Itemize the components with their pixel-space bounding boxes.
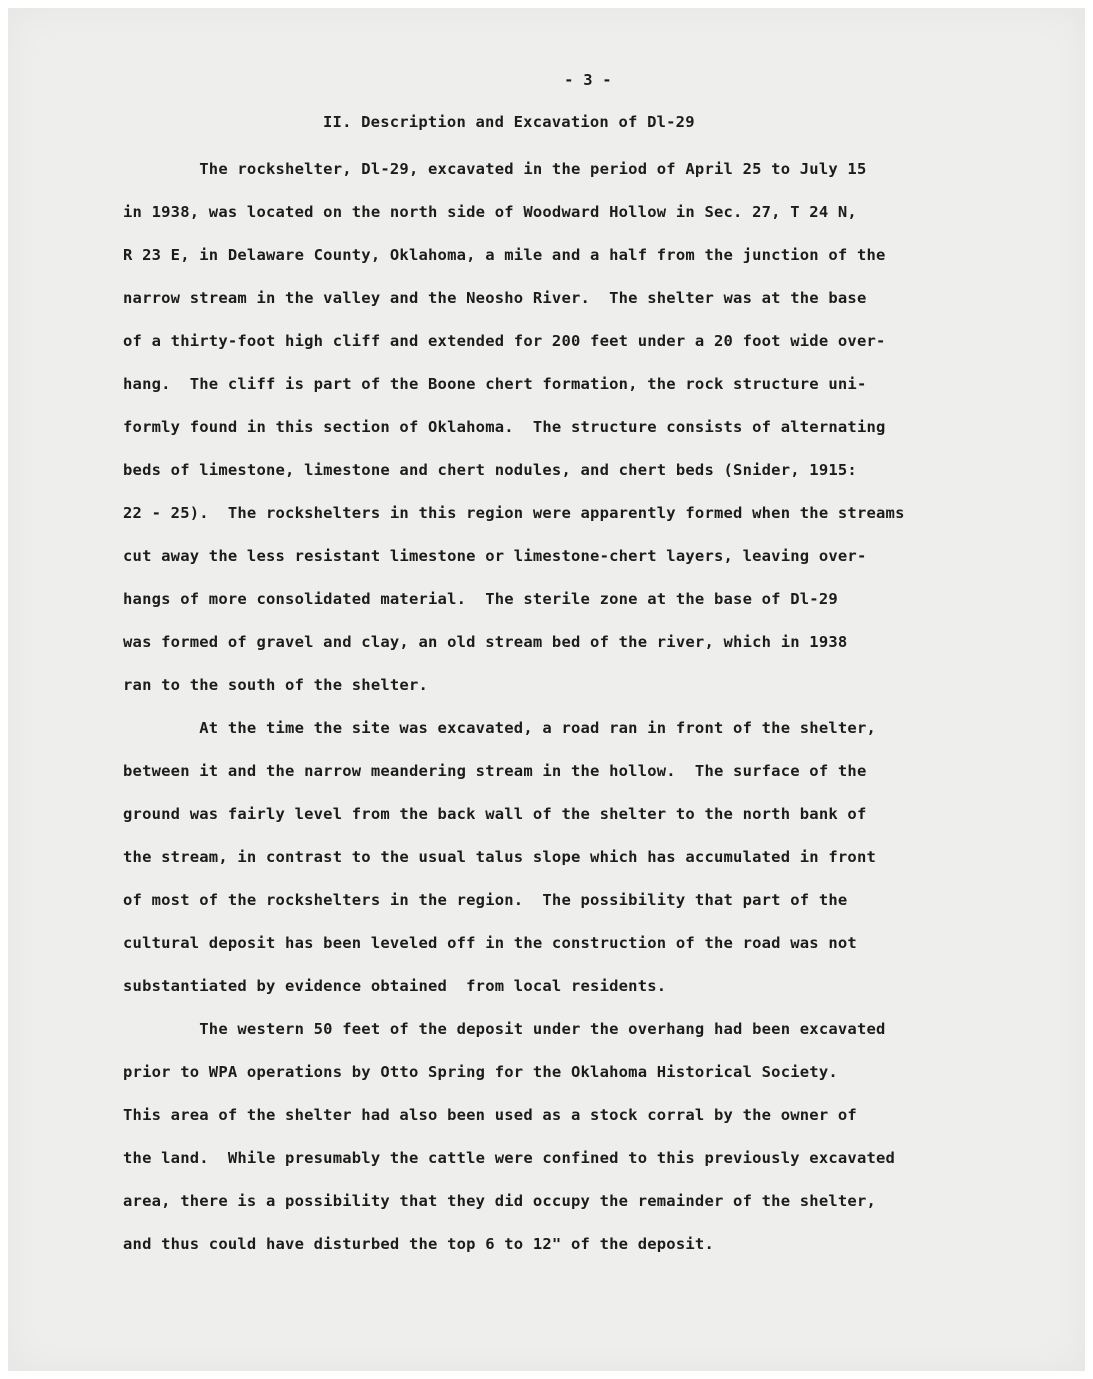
text-line: ran to the south of the shelter. (123, 676, 429, 694)
text-line: This area of the shelter had also been used as a stock corral by the owner of (123, 1106, 857, 1124)
text-line: ground was fairly level from the back wall of the shelter to the north bank of (123, 805, 867, 823)
text-line: was formed of gravel and clay, an old stream bed of the river, which in 1938 (123, 633, 848, 651)
text-line: hang. The cliff is part of the Boone chert formation, the rock structure uni- (123, 375, 867, 393)
text-line: substantiated by evidence obtained from local residents. (123, 977, 667, 995)
text-line: hangs of more consolidated material. The sterile zone at the base of Dl-29 (123, 590, 838, 608)
text-line: The rockshelter, Dl-29, excavated in the period of April 25 to July 15 (123, 160, 867, 178)
document-body (123, 68, 1023, 1266)
section-heading: II. Description and Excavation of Dl-29 (323, 113, 695, 131)
page-number: - 3 - (564, 71, 612, 89)
text-line: of a thirty-foot high cliff and extended for 200 feet under a 20 foot wide over- (123, 332, 886, 350)
text-line: cultural deposit has been leveled off in the construction of the road was not (123, 934, 857, 952)
document-page (8, 8, 1085, 1371)
text-line: area, there is a possibility that they did occupy the remainder of the shelter, (123, 1192, 877, 1210)
text-line: and thus could have disturbed the top 6 to 12" of the deposit. (123, 1235, 714, 1253)
text-line: in 1938, was located on the north side of Woodward Hollow in Sec. 27, T 24 N, (123, 203, 857, 221)
text-line: between it and the narrow meandering stream in the hollow. The surface of the (123, 762, 867, 780)
paragraph (123, 148, 1023, 707)
text-line: At the time the site was excavated, a road ran in front of the shelter, (123, 719, 877, 737)
text-line: of most of the rockshelters in the region. The possibility that part of the (123, 891, 848, 909)
text-line: The western 50 feet of the deposit under the overhang had been excavated (123, 1020, 886, 1038)
paragraph (123, 1008, 1023, 1266)
text-line: the land. While presumably the cattle were confined to this previously excavated (123, 1149, 896, 1167)
text-line: 22 - 25). The rockshelters in this region were apparently formed when the streams (123, 504, 905, 522)
text-line: R 23 E, in Delaware County, Oklahoma, a mile and a half from the junction of the (123, 246, 886, 264)
paragraph (123, 707, 1023, 1008)
text-line: cut away the less resistant limestone or limestone-chert layers, leaving over- (123, 547, 867, 565)
text-line: narrow stream in the valley and the Neosho River. The shelter was at the base (123, 289, 867, 307)
paragraphs (123, 148, 1023, 1266)
text-line: prior to WPA operations by Otto Spring for the Oklahoma Historical Society. (123, 1063, 838, 1081)
text-line: the stream, in contrast to the usual talus slope which has accumulated in front (123, 848, 877, 866)
text-line: formly found in this section of Oklahoma. The structure consists of alternating (123, 418, 886, 436)
text-line: beds of limestone, limestone and chert nodules, and chert beds (Snider, 1915: (123, 461, 857, 479)
